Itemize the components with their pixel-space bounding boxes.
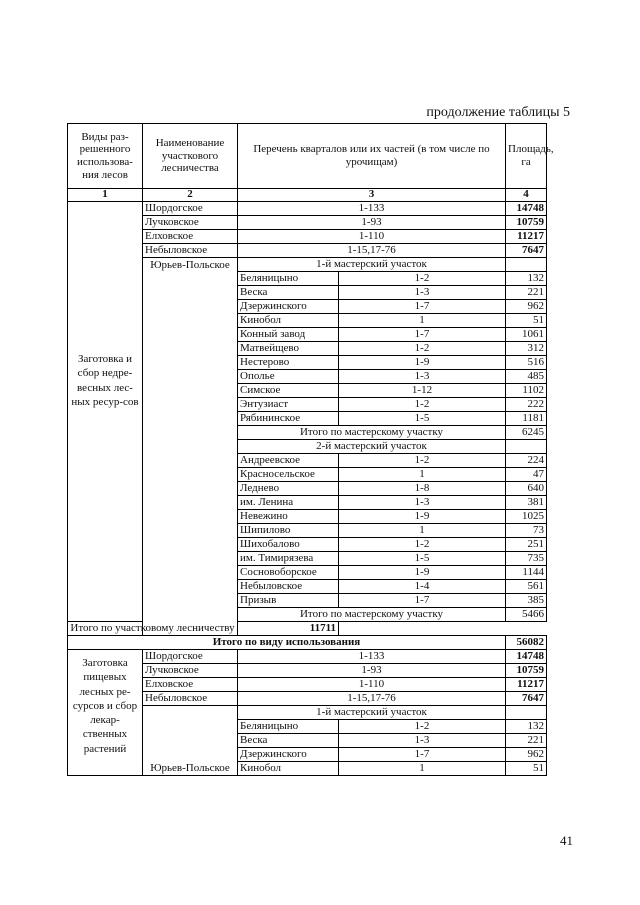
tract-name: им. Ленина	[238, 496, 339, 510]
area-cell: 224	[506, 454, 547, 468]
area-cell: 1144	[506, 566, 547, 580]
area-cell: 10759	[506, 216, 547, 230]
area-cell: 221	[506, 734, 547, 748]
tract-name: Невежино	[238, 510, 339, 524]
use-type-cell: Заготовка пищевых лесных ре-сурсов и сбор лекар-ственных растений	[68, 650, 143, 776]
tract-name: Матвейщево	[238, 342, 339, 356]
tract-name: Кинобол	[238, 762, 339, 776]
forestry-total-value: 11711	[238, 622, 339, 636]
area-cell: 7647	[506, 244, 547, 258]
quarters-cell: 1-9	[339, 510, 506, 524]
header-quarters: Перечень кварталов или их частей (в том числе по урочищам)	[238, 124, 506, 189]
column-number: 4	[506, 189, 547, 202]
forest-use-table	[67, 123, 554, 776]
area-cell: 251	[506, 538, 547, 552]
tract-name: Кинобол	[238, 314, 339, 328]
quarters-cell: 1-7	[339, 328, 506, 342]
column-number: 1	[68, 189, 143, 202]
tract-name: Сосновоборское	[238, 566, 339, 580]
quarters-cell: 1-2	[339, 720, 506, 734]
forestry-row	[68, 650, 547, 664]
tract-name: Ополье	[238, 370, 339, 384]
area-cell: 132	[506, 720, 547, 734]
quarters-cell: 1-110	[238, 230, 506, 244]
area-cell: 11217	[506, 230, 547, 244]
quarters-cell: 1-15,17-76	[238, 692, 506, 706]
header-area: Площадь, га	[506, 124, 547, 189]
area-cell: 222	[506, 398, 547, 412]
tract-name: Призыв	[238, 594, 339, 608]
quarters-cell: 1	[339, 762, 506, 776]
forestry-name: Небыловское	[143, 692, 238, 706]
tract-name: Леднево	[238, 482, 339, 496]
area-cell: 14748	[506, 650, 547, 664]
column-number: 2	[143, 189, 238, 202]
area-cell: 10759	[506, 664, 547, 678]
section-title: 1-й мастерский участок	[238, 706, 506, 720]
quarters-cell: 1-2	[339, 538, 506, 552]
use-total-value: 56082	[506, 636, 547, 650]
forestry-name: Шордогское	[143, 202, 238, 216]
tract-name: Нестерово	[238, 356, 339, 370]
subtotal-value: 5466	[506, 608, 547, 622]
quarters-cell: 1	[339, 524, 506, 538]
use-total-label: Итого по виду использования	[68, 636, 506, 650]
forestry-name: Юрьев-Польское	[143, 258, 238, 636]
quarters-cell: 1-5	[339, 552, 506, 566]
quarters-cell: 1-93	[238, 664, 506, 678]
area-cell: 73	[506, 524, 547, 538]
area-cell: 381	[506, 496, 547, 510]
use-total-row	[68, 636, 547, 650]
area-cell: 1181	[506, 412, 547, 426]
tract-name: Шипилово	[238, 524, 339, 538]
forestry-total-label: Итого по участковому лесничеству	[68, 622, 238, 636]
quarters-cell: 1-5	[339, 412, 506, 426]
tract-name: Рябининское	[238, 412, 339, 426]
quarters-cell: 1-133	[238, 650, 506, 664]
header-forestry: Наименование участкового лесничества	[143, 124, 238, 189]
tract-name: Андреевское	[238, 454, 339, 468]
forestry-name: Небыловское	[143, 244, 238, 258]
forestry-total-row	[68, 622, 547, 636]
subtotal-label: Итого по мастерскому участку	[238, 608, 506, 622]
area-cell: 1061	[506, 328, 547, 342]
quarters-cell: 1-2	[339, 272, 506, 286]
quarters-cell: 1-9	[339, 356, 506, 370]
tract-name: Дзержинского	[238, 748, 339, 762]
quarters-cell: 1-7	[339, 748, 506, 762]
quarters-cell: 1-8	[339, 482, 506, 496]
area-cell: 14748	[506, 202, 547, 216]
tract-name: Конный завод	[238, 328, 339, 342]
tract-name: Дзержинского	[238, 300, 339, 314]
tract-name: Беляницыно	[238, 272, 339, 286]
area-cell: 11217	[506, 678, 547, 692]
column-number: 3	[238, 189, 506, 202]
area-cell: 485	[506, 370, 547, 384]
area-cell: 47	[506, 468, 547, 482]
header-row	[68, 124, 547, 189]
area-cell	[506, 440, 547, 454]
quarters-cell: 1-2	[339, 454, 506, 468]
tract-name: Веска	[238, 734, 339, 748]
subtotal-label: Итого по мастерскому участку	[238, 426, 506, 440]
forestry-name: Юрьев-Польское	[143, 706, 238, 776]
quarters-cell: 1-2	[339, 398, 506, 412]
tract-name: им. Тимирязева	[238, 552, 339, 566]
quarters-cell: 1	[339, 468, 506, 482]
area-cell	[506, 706, 547, 720]
area-cell: 561	[506, 580, 547, 594]
quarters-cell: 1-3	[339, 734, 506, 748]
area-cell: 735	[506, 552, 547, 566]
area-cell	[506, 258, 547, 272]
section-title: 1-й мастерский участок	[238, 258, 506, 272]
tract-name: Симское	[238, 384, 339, 398]
area-cell: 385	[506, 594, 547, 608]
area-cell: 962	[506, 748, 547, 762]
tract-name: Беляницыно	[238, 720, 339, 734]
forestry-name: Елховское	[143, 678, 238, 692]
area-cell: 1102	[506, 384, 547, 398]
quarters-cell: 1-2	[339, 342, 506, 356]
quarters-cell: 1-3	[339, 286, 506, 300]
subtotal-value: 6245	[506, 426, 547, 440]
area-cell: 51	[506, 314, 547, 328]
tract-name: Красносельское	[238, 468, 339, 482]
quarters-cell: 1-3	[339, 496, 506, 510]
tract-name: Шихобалово	[238, 538, 339, 552]
quarters-cell: 1-15,17-76	[238, 244, 506, 258]
area-cell: 221	[506, 286, 547, 300]
forestry-name: Лучковское	[143, 216, 238, 230]
quarters-cell: 1-12	[339, 384, 506, 398]
quarters-cell: 1-110	[238, 678, 506, 692]
quarters-cell: 1-93	[238, 216, 506, 230]
area-cell: 132	[506, 272, 547, 286]
quarters-cell: 1-9	[339, 566, 506, 580]
area-cell: 51	[506, 762, 547, 776]
forestry-name: Елховское	[143, 230, 238, 244]
quarters-cell: 1	[339, 314, 506, 328]
table-caption: продолжение таблицы 5	[426, 105, 570, 120]
forestry-name: Шордогское	[143, 650, 238, 664]
area-cell: 962	[506, 300, 547, 314]
section-title: 2-й мастерский участок	[238, 440, 506, 454]
forestry-name: Лучковское	[143, 664, 238, 678]
tract-name: Небыловское	[238, 580, 339, 594]
forestry-row	[68, 202, 547, 216]
area-cell: 1025	[506, 510, 547, 524]
area-cell: 640	[506, 482, 547, 496]
quarters-cell: 1-133	[238, 202, 506, 216]
page-number: 41	[560, 833, 573, 848]
area-cell: 312	[506, 342, 547, 356]
quarters-cell: 1-7	[339, 594, 506, 608]
area-cell: 516	[506, 356, 547, 370]
tract-name: Энтузиаст	[238, 398, 339, 412]
quarters-cell: 1-4	[339, 580, 506, 594]
use-type-cell: Заготовка и сбор недре-весных лес-ных ресур-сов	[68, 202, 143, 622]
quarters-cell: 1-3	[339, 370, 506, 384]
column-number-row	[68, 189, 547, 202]
header-use-type: Виды раз-решенного использова-ния лесов	[68, 124, 143, 189]
tract-name: Веска	[238, 286, 339, 300]
area-cell: 7647	[506, 692, 547, 706]
quarters-cell: 1-7	[339, 300, 506, 314]
